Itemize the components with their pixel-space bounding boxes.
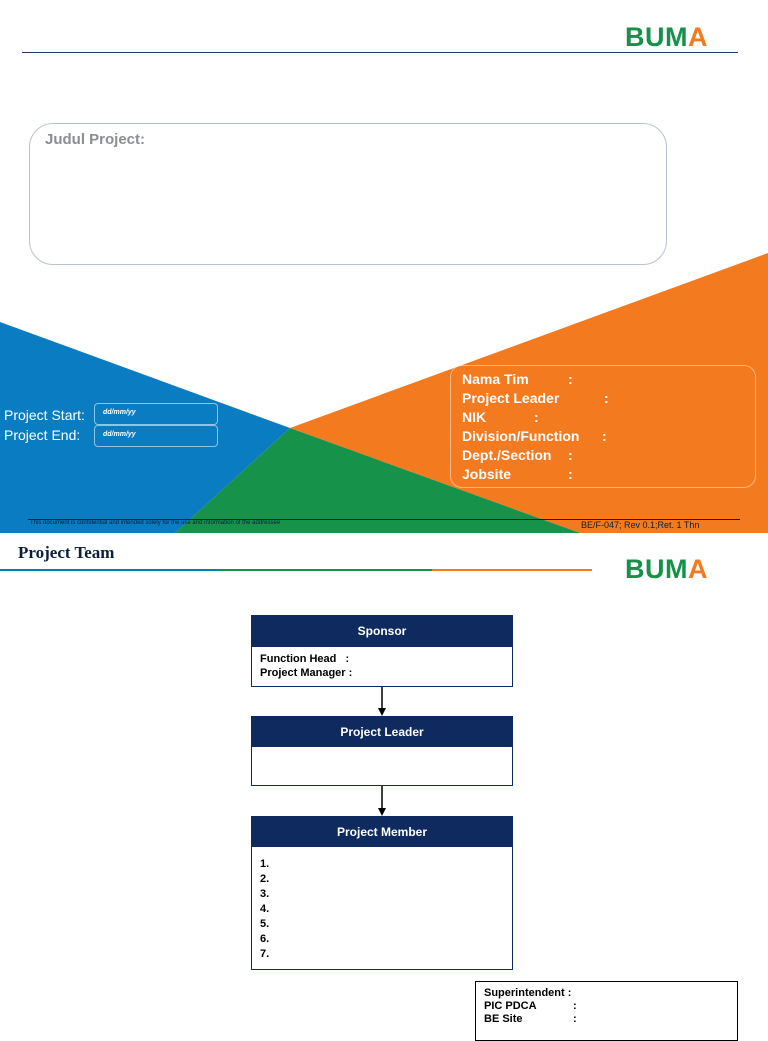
be-site-line: BE Site :	[484, 1013, 577, 1025]
title-rule-blue	[0, 569, 218, 571]
arrow-down-icon	[376, 687, 388, 716]
project-team-slide	[0, 533, 768, 1024]
sponsor-header: Sponsor	[251, 615, 513, 646]
buma-logo: BUMA	[625, 554, 708, 584]
team-field-nama-tim: Nama Tim :	[462, 371, 573, 387]
project-end-field[interactable]: dd/mm/yy	[94, 425, 218, 447]
sponsor-box[interactable]	[251, 646, 513, 687]
member-item: 5.	[260, 918, 270, 930]
document-code: BE/F-047; Rev 0.1;Ret. 1 Thn	[581, 520, 700, 530]
pic-pdca-line: PIC PDCA :	[484, 1000, 577, 1012]
title-rule-green	[218, 569, 432, 571]
project-leader-header: Project Leader	[251, 716, 513, 747]
project-start-label: Project Start:	[4, 407, 85, 423]
team-field-project-leader: Project Leader :	[462, 390, 609, 406]
buma-logo: BUMA	[625, 22, 708, 52]
superintendent-line: Superintendent :	[484, 987, 572, 999]
member-item: 2.	[260, 873, 270, 885]
project-title-label: Judul Project:	[45, 131, 146, 148]
member-item: 3.	[260, 888, 270, 900]
team-field-dept: Dept./Section :	[462, 447, 573, 463]
member-item: 1.	[260, 858, 270, 870]
confidentiality-note: This document is confidential and intended solely for the use and information of the addressee	[30, 520, 281, 526]
project-start-field[interactable]: dd/mm/yy	[94, 403, 218, 425]
arrow-down-icon	[376, 786, 388, 816]
team-field-nik: NIK :	[462, 409, 539, 425]
title-rule-orange	[432, 569, 592, 571]
function-head-line: Function Head :	[260, 653, 350, 665]
project-end-label: Project End:	[4, 427, 81, 443]
member-item: 6.	[260, 933, 270, 945]
team-info-list	[462, 370, 609, 484]
pdca-info-box	[475, 981, 738, 1041]
member-item: 4.	[260, 903, 270, 915]
team-field-division: Division/Function :	[462, 428, 607, 444]
member-item: 7.	[260, 948, 270, 960]
project-member-box[interactable]	[251, 846, 513, 970]
project-leader-box[interactable]	[251, 746, 513, 786]
project-manager-line: Project Manager :	[260, 667, 353, 679]
page-title: Project Team	[18, 543, 115, 562]
project-member-header: Project Member	[251, 816, 513, 847]
team-field-jobsite: Jobsite :	[462, 466, 573, 482]
